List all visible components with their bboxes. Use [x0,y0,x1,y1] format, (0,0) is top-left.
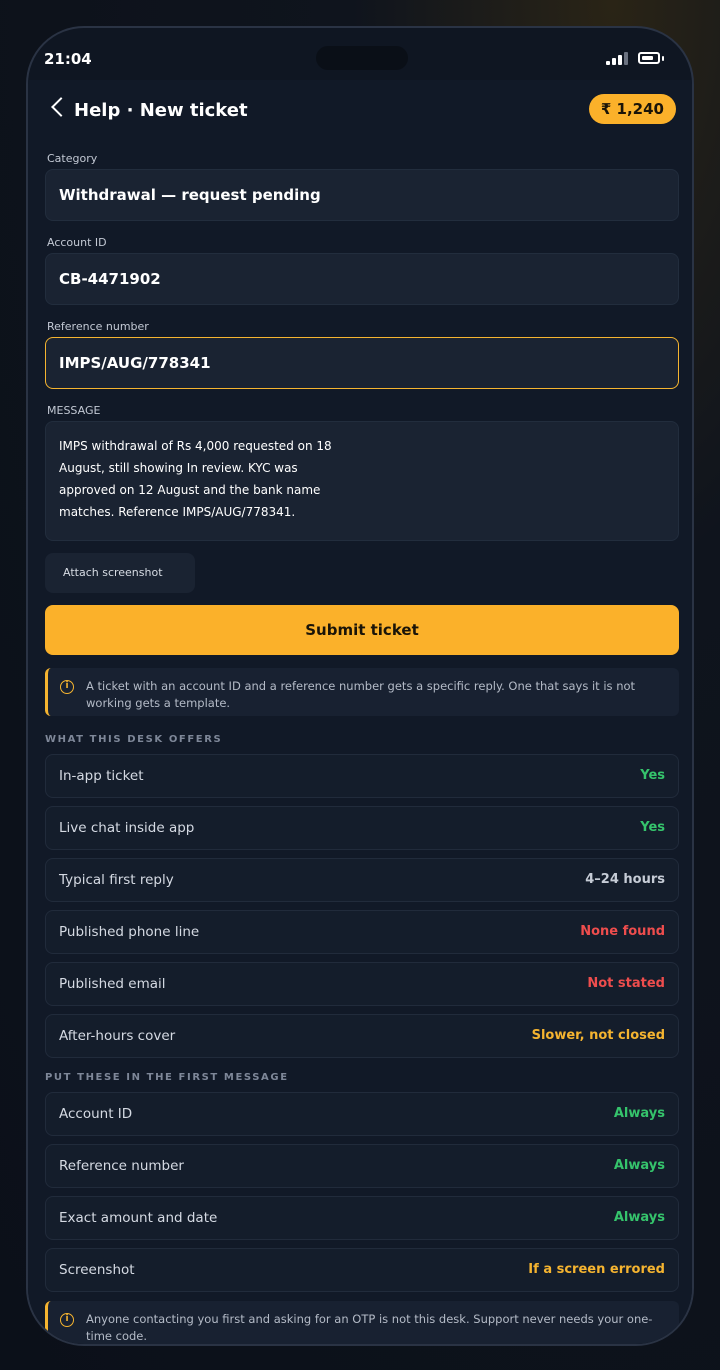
first-message-row-value: If a screen errored [528,1262,665,1277]
submit-ticket-button[interactable]: Submit ticket [45,605,679,655]
category-field[interactable]: Withdrawal — request pending [45,169,679,221]
desk-row-value: 4–24 hours [585,872,665,887]
desk-section-title: WHAT THIS DESK OFFERS [45,734,223,745]
desk-row [45,806,679,850]
desk-row [45,962,679,1006]
status-bar [28,28,692,88]
first-message-row-label: Exact amount and date [59,1210,218,1226]
first-message-row-value: Always [613,1210,665,1225]
message-text: IMPS withdrawal of Rs 4,000 requested on 18 August, still showing In review. KYC was approved on 12 August and the bank name matches. Reference IMPS/AUG/778341. [59,439,332,519]
message-label: MESSAGE [47,404,101,417]
app-header [28,80,692,142]
first-message-row-value: Always [613,1106,665,1121]
desk-row-label: Published phone line [59,924,200,940]
account-id-field[interactable]: CB-4471902 [45,253,679,305]
desk-row-value: Slower, not closed [531,1028,665,1043]
first-message-row-label: Reference number [59,1158,184,1174]
desk-row-value: Not stated [587,976,665,991]
first-message-section-title: PUT THESE IN THE FIRST MESSAGE [45,1072,289,1083]
battery-icon [638,52,660,64]
desk-row-label: After-hours cover [59,1028,176,1044]
otp-warning-text: Anyone contacting you first and asking for an OTP is not this desk. Support never needs your one-time code. [86,1312,653,1343]
first-message-row-label: Account ID [59,1106,133,1122]
ticket-tip-notice [45,668,679,716]
desk-row-value: Yes [640,820,665,835]
status-time: 21:04 [44,50,92,68]
signal-icon [606,51,632,65]
info-icon: i [60,1313,74,1327]
balance-badge[interactable]: ₹ 1,240 [589,94,676,124]
ticket-screen [28,80,692,1346]
first-message-row-value: Always [613,1158,665,1173]
account-id-label: Account ID [47,236,107,249]
battery-tip [662,56,664,61]
desk-row-value: None found [580,924,665,939]
message-field[interactable] [45,421,679,541]
first-message-row-label: Screenshot [59,1262,135,1278]
category-label: Category [47,152,98,165]
reference-field[interactable]: IMPS/AUG/778341 [45,337,679,389]
reference-label: Reference number [47,320,149,333]
desk-row [45,910,679,954]
attach-screenshot-button[interactable]: Attach screenshot [45,553,195,593]
desk-row-value: Yes [640,768,665,783]
desk-row-label: Live chat inside app [59,820,195,836]
desk-row-label: Typical first reply [59,872,174,888]
phone-frame [26,26,694,1346]
desk-row [45,754,679,798]
desk-row-label: Published email [59,976,166,992]
desk-row-label: In-app ticket [59,768,144,784]
first-message-row [45,1092,679,1136]
desk-row [45,1014,679,1058]
info-icon: i [60,680,74,694]
chevron-left-icon[interactable] [51,97,71,117]
dynamic-island [316,46,408,70]
first-message-row [45,1144,679,1188]
desk-row [45,858,679,902]
ticket-tip-text: A ticket with an account ID and a reference number gets a specific reply. One that says it is not working gets a template. [86,679,636,710]
page-title: Help · New ticket [74,100,248,121]
otp-warning-notice [45,1301,679,1346]
first-message-row [45,1248,679,1292]
first-message-row [45,1196,679,1240]
